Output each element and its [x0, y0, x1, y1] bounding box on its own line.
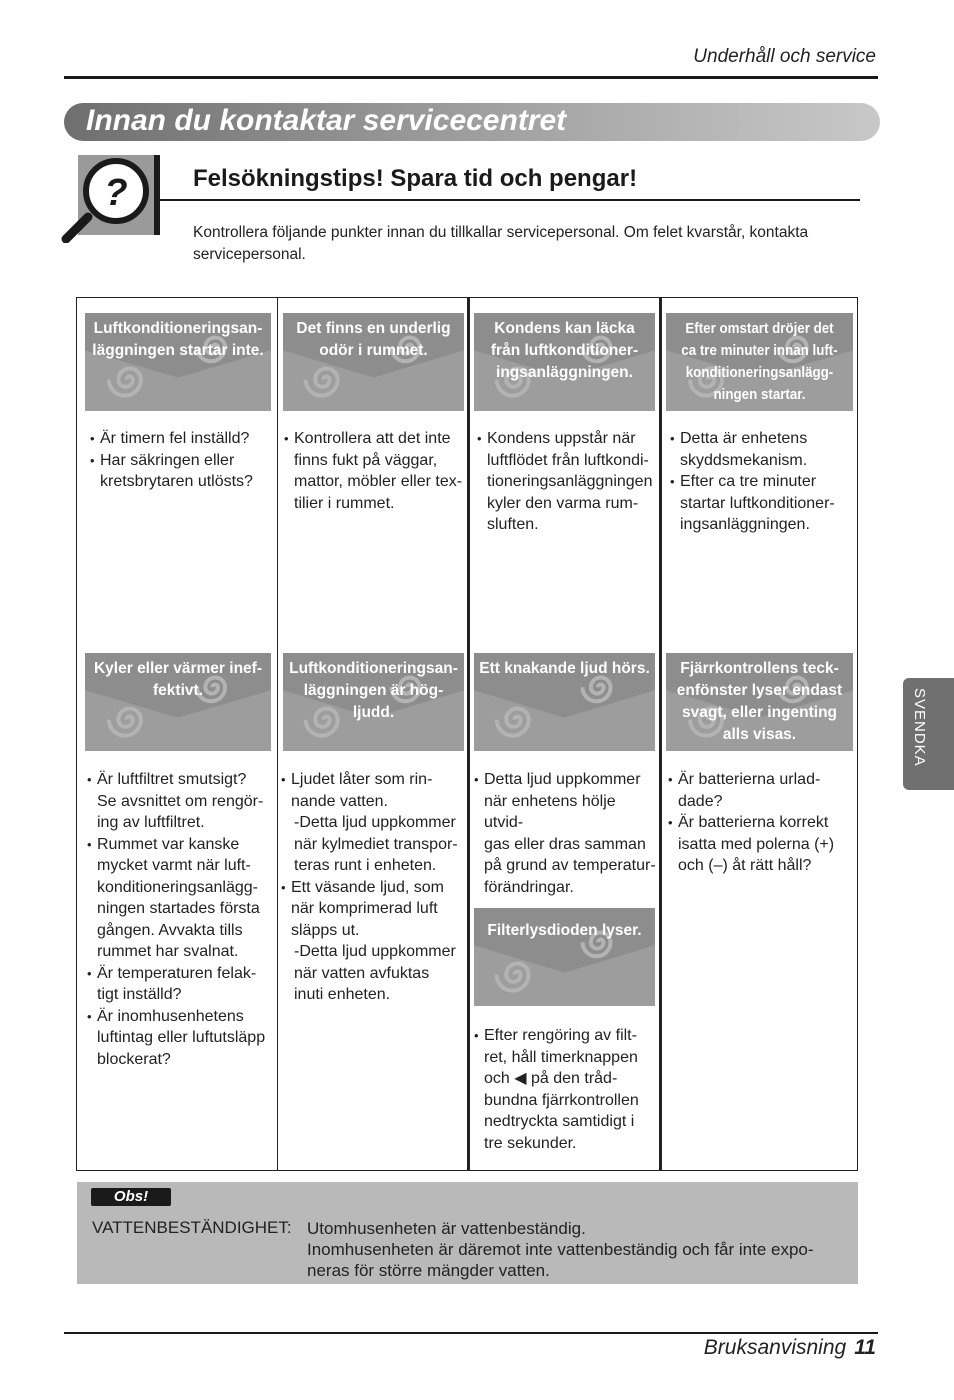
column-divider	[277, 297, 278, 1171]
symptom-title: Det finns en underlig odör i rummet.	[296, 320, 451, 359]
cause-cell	[281, 769, 465, 1006]
symptom-box	[283, 313, 464, 411]
cause-item: • Är batterierna urlad- dade?	[668, 769, 854, 812]
cause-item: • Efter ca tre minuter startar luftkonditioner- ingsanläggningen.	[670, 471, 854, 536]
heading-rule	[160, 199, 860, 201]
column-divider	[659, 297, 662, 1171]
symptom-title: Filterlysdioden lyser.	[487, 922, 642, 939]
symptom-box	[474, 313, 655, 411]
cause-item: • Är inomhusenhetens luftintag eller luftutsläpp blockerat?	[87, 1006, 273, 1071]
symptom-title: Fjärrkontrollens teck- enfönster lyser endast svagt, eller ingenting alls visas.	[676, 660, 843, 743]
header-rule	[64, 76, 878, 79]
tips-heading: Felsökningstips! Spara tid och pengar!	[193, 165, 638, 192]
cause-item: • Är timern fel inställd?	[90, 428, 272, 450]
cause-cell	[668, 769, 854, 877]
magnifier-question-icon	[60, 153, 164, 243]
footer-rule	[64, 1332, 878, 1334]
cause-item: • Ljudet låter som rin- nande vatten.	[281, 769, 465, 812]
symptom-box	[666, 653, 853, 751]
cause-item: • Har säkringen eller kretsbrytaren utlösts?	[90, 450, 272, 493]
cause-item: • Är luftfiltret smutsigt? Se avsnittet om rengör- ing av luftfiltret.	[87, 769, 273, 834]
symptom-title: Efter omstart dröjer det ca tre minuter innan luft- konditioneringsanlägg- ningen startar.	[681, 321, 838, 403]
column-divider	[467, 297, 470, 1171]
cause-cell	[477, 428, 657, 536]
cause-cell	[284, 428, 466, 514]
title-banner	[64, 103, 880, 141]
cause-item: • Rummet var kanske mycket varmt när luft- konditioneringsanlägg- ningen startades första gången. Avvakta tills rummet har svalnat.	[87, 834, 273, 963]
symptom-title: Luftkonditioneringsan- läggningen startar inte.	[92, 320, 264, 359]
note-label: Obs!	[91, 1188, 171, 1206]
note-key: VATTENBESTÄNDIGHET:	[92, 1218, 292, 1237]
cause-item: • Kontrollera att det inte finns fukt på väggar, mattor, möbler eller tex- tilier i rummet.	[284, 428, 466, 514]
symptom-box	[474, 653, 655, 751]
language-label: SVENDKA	[911, 688, 928, 767]
cause-item: • Kondens uppstår när luftflödet från luftkondi- tioneringsanläggningen kyler den varma rum- sluften.	[477, 428, 657, 536]
page-title: Innan du kontaktar servicecentret	[86, 104, 567, 137]
symptom-box	[283, 653, 464, 751]
cause-cell	[90, 428, 272, 493]
page-number: 11	[854, 1336, 876, 1359]
cause-item: • Detta ljud uppkommer när enhetens hölje utvid- gas eller dras samman på grund av temperatur- förändringar.	[474, 769, 658, 898]
cause-item: -Detta ljud uppkommer när vatten avfuktas inuti enheten.	[294, 943, 456, 1003]
symptom-box	[85, 313, 271, 411]
symptom-box	[85, 653, 271, 751]
cause-cell	[474, 1025, 658, 1154]
symptom-title: Kyler eller värmer inef- fektivt.	[93, 660, 262, 699]
symptom-box	[474, 908, 655, 1006]
manual-label: Bruksanvisning	[703, 1336, 847, 1359]
symptom-box	[666, 313, 853, 411]
cause-item: • Är temperaturen felak- tigt inställd?	[87, 963, 273, 1006]
cause-cell	[670, 428, 854, 536]
note-box	[77, 1182, 858, 1284]
cause-cell	[474, 769, 658, 898]
section-header: Underhåll och service	[693, 46, 876, 67]
language-tab	[903, 678, 954, 790]
cause-item: • Detta är enhetens skyddsmekanism.	[670, 428, 854, 471]
intro-text: Kontrollera följande punkter innan du tillkallar servicepersonal. Om felet kvarstår, kontakta servicepersonal.	[193, 224, 809, 263]
cause-item: • Är batterierna korrekt isatta med polerna (+) och (–) åt rätt håll?	[668, 812, 854, 877]
footer	[704, 1336, 876, 1360]
cause-item: -Detta ljud uppkommer när kylmediet transpor- teras runt i enheten.	[294, 814, 458, 874]
note-text: Utomhusenheten är vattenbeständig. Inomhusenheten är däremot inte vattenbeständig och får inte expo- neras för större mängder vatten.	[307, 1219, 814, 1280]
cause-item: • Ett väsande ljud, som när komprimerad luft släpps ut.	[281, 877, 465, 942]
cause-cell	[87, 769, 273, 1070]
symptom-title: Ett knakande ljud hörs.	[479, 660, 650, 677]
svg-text:?: ?	[104, 172, 128, 214]
symptom-title: Luftkonditioneringsan- läggningen är hög- ljudd.	[289, 660, 458, 721]
symptom-title: Kondens kan läcka från luftkonditioner- ingsanläggningen.	[490, 320, 639, 381]
cause-item: • Efter rengöring av filt- ret, håll timerknappen och ◀ på den tråd- bundna fjärrkontrollen nedtryckta samtidigt i tre sekunder.	[474, 1025, 658, 1154]
